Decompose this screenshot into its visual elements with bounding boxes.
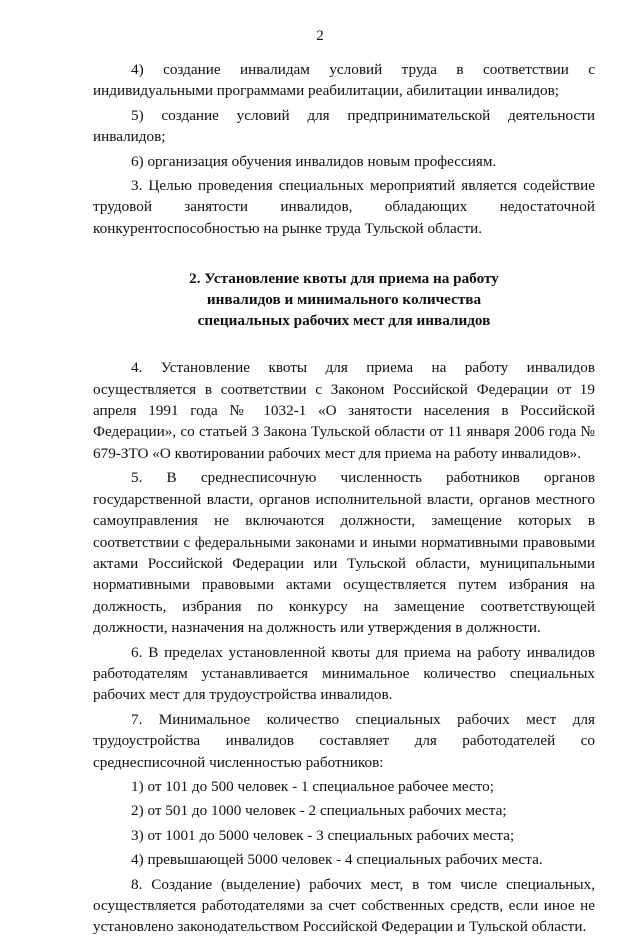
- paragraph-6: 6. В пределах установленной квоты для приема на работу инвалидов работодателям устанавливается минимальное количество специальных рабочих мест для трудоустройства инвалидов.: [93, 643, 595, 704]
- paragraph-item-5: 5) создание условий для предпринимательской деятельности инвалидов;: [93, 106, 595, 146]
- paragraph-item-4: 4) создание инвалидам условий труда в соответствии с индивидуальными программами реабилитации, абилитации инвалидов;: [93, 61, 595, 100]
- section-heading-line: специальных рабочих мест для инвалидов: [197, 312, 491, 330]
- list-item: 4) превышающей 5000 человек - 4 специальных рабочих места.: [131, 851, 543, 869]
- list-item: 3) от 1001 до 5000 человек - 3 специальных рабочих места;: [131, 826, 515, 844]
- section-heading-line: 2. Установление квоты для приема на работу: [189, 270, 499, 288]
- list-item: 2) от 501 до 1000 человек - 2 специальных рабочих места;: [131, 802, 507, 820]
- paragraph-item-6: 6) организация обучения инвалидов новым профессиям.: [131, 152, 497, 170]
- paragraph-8: 8. Создание (выделение) рабочих мест, в том числе специальных, осуществляется работодателями за счет собственных средств, если иное не установлено законодательством Российской Федерации и Тульской области.: [93, 875, 595, 936]
- paragraph-3: 3. Целью проведения специальных мероприятий является содействие трудовой занятости инвалидов, обладающих недостаточной конкурентоспособностью на рынке труда Тульской области.: [93, 177, 595, 237]
- document-body: [93, 59, 595, 938]
- page-number: 2: [316, 28, 324, 44]
- paragraph-7: 7. Минимальное количество специальных рабочих мест для трудоустройства инвалидов составляет для работодателей со среднесписочной численностью работников:: [93, 710, 595, 771]
- list-item: 1) от 101 до 500 человек - 1 специальное рабочее место;: [131, 777, 494, 795]
- section-heading: [93, 268, 595, 331]
- section-heading-line: инвалидов и минимального количества: [206, 291, 482, 309]
- paragraph-5: 5. В среднесписочную численность работников органов государственной власти, органов исполнительной власти, органов местного самоуправления не включаются должности, замещение которых в соответствии с федеральными законами и иными нормативными правовыми актами Российской Федерации или Тульской области, муниципальными нормативными правовыми актами осуществляется путем избрания на должность, избрания по конкурсу на замещение соответствующей должности, назначения на должность или утверждения в должности.: [93, 469, 595, 637]
- paragraph-4: 4. Установление квоты для приема на работу инвалидов осуществляется в соответствии с Законом Российской Федерации от 19 апреля 1991 года № 1032-1 «О занятости населения в Российской Федерации», со статьей 3 Закона Тульской области от 11 января 2006 года № 679-ЗТО «О квотировании рабочих мест для приема на работу инвалидов».: [93, 359, 595, 462]
